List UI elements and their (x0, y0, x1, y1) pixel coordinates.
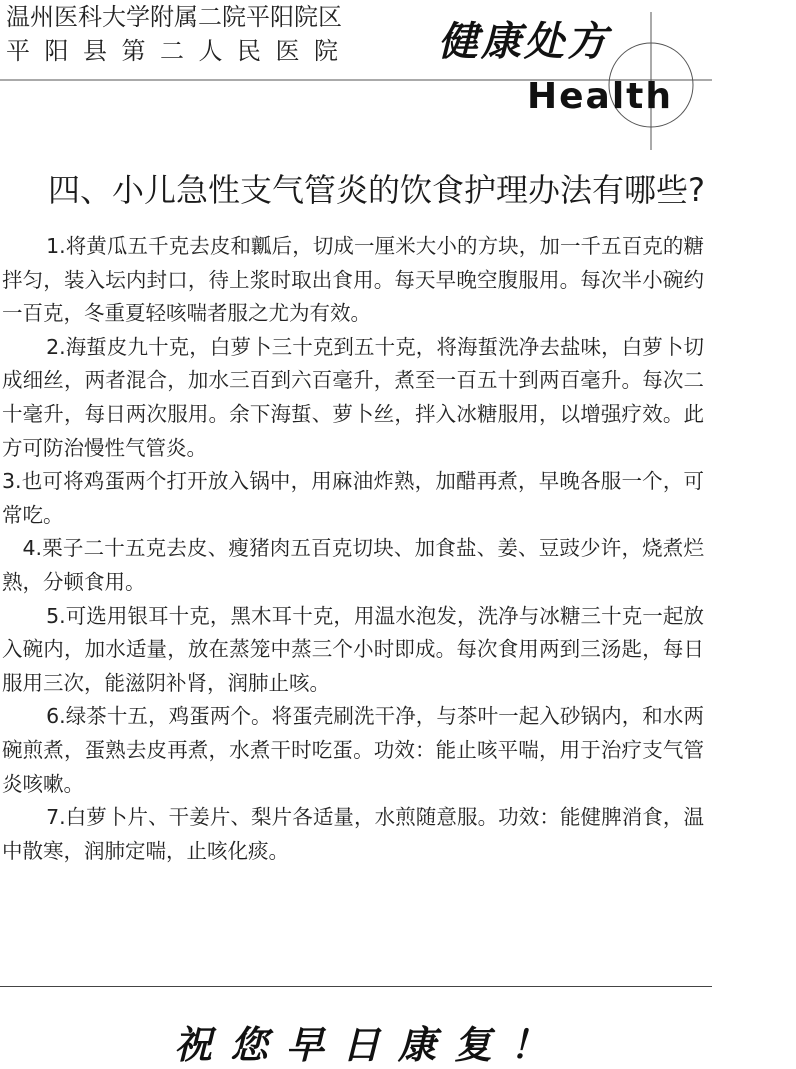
paragraph: 2.海蜇皮九十克，白萝卜三十克到五十克，将海蜇洗净去盐味，白萝卜切成细丝，两者混合，加水三百到六百毫升，煮至一百五十到两百毫升。每次二十毫升，每日两次服用。余下海蜇、萝卜丝，拌入冰糖服用，以增强疗效。此方可防治慢性气管炎。 (2, 334, 704, 460)
paragraph: 5.可选用银耳十克，黑木耳十克，用温水泡发，洗净与冰糖三十克一起放入碗内，加水适量，放在蒸笼中蒸三个小时即成。每次食用两到三汤匙，每日服用三次，能滋阴补肾，润肺止咳。 (2, 603, 704, 695)
brand-title: 健康处方 (438, 18, 610, 65)
hospital-name-line2: 平阳县第二人民医院 (6, 37, 353, 65)
paragraph: 4.栗子二十五克去皮、瘦猪肉五百克切块、加食盐、姜、豆豉少许，烧煮烂熟，分顿食用。 (2, 536, 704, 594)
paragraph: 6.绿茶十五，鸡蛋两个。将蛋壳刷洗干净，与茶叶一起入砂锅内，和水两碗煎煮，蛋熟去皮再煮，水煮干时吃蛋。功效：能止咳平喘，用于治疗支气管炎咳嗽。 (2, 704, 704, 796)
paragraph: 7.白萝卜片、干姜片、梨片各适量，水煎随意服。功效：能健脾消食，温中散寒，润肺定喘，止咳化痰。 (2, 805, 704, 863)
footer-wish: 祝您早日康复！ (174, 1022, 567, 1067)
article-title: 四、小儿急性支气管炎的饮食护理办法有哪些? (48, 171, 705, 209)
hospital-name-line1: 温州医科大学附属二院平阳院区 (6, 3, 342, 31)
paragraph: 3.也可将鸡蛋两个打开放入锅中，用麻油炸熟，加醋再煮，早晚各服一个，可常吃。 (2, 469, 704, 527)
article-body (2, 230, 704, 868)
brand-subtitle: Health (527, 76, 674, 117)
paragraph: 1.将黄瓜五千克去皮和瓤后，切成一厘米大小的方块，加一千五百克的糖拌匀，装入坛内封口，待上浆时取出食用。每天早晚空腹服用。每次半小碗约一百克，冬重夏轻咳喘者服之尤为有效。 (2, 234, 704, 326)
footer-rule (0, 986, 712, 987)
